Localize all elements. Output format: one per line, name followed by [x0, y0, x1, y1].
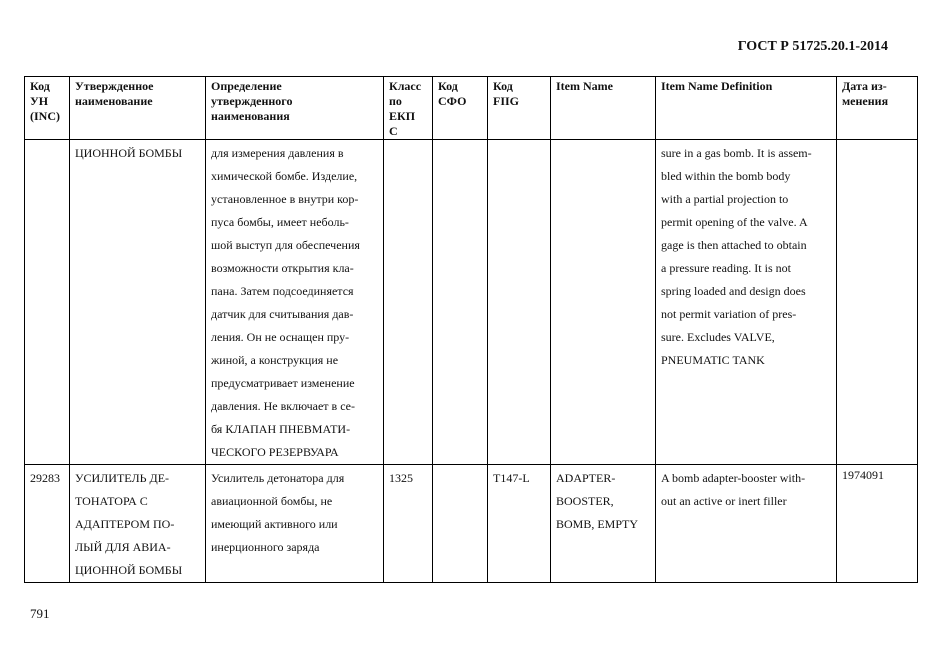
col-header-fiig: Код FIIG — [488, 77, 551, 140]
data-table — [24, 76, 918, 583]
table-row — [25, 140, 918, 465]
header-row — [25, 77, 918, 140]
col-header-date: Дата из- менения — [837, 77, 918, 140]
cell-definition: Усилитель детонатора для авиационной бомбы, не имеющий активного или инерционного заряда — [206, 465, 384, 583]
cell-item-name — [551, 140, 656, 465]
col-header-class: Класс по ЕКП С — [384, 77, 433, 140]
cell-approved-name: УСИЛИТЕЛЬ ДЕ- ТОНАТОРА С АДАПТЕРОМ ПО- ЛЫЙ ДЛЯ АВИА- ЦИОННОЙ БОМБЫ — [70, 465, 206, 583]
cell-item-definition: A bomb adapter-booster with- out an active or inert filler — [656, 465, 837, 583]
cell-date — [837, 140, 918, 465]
col-header-approved-name: Утвержденное наименование — [70, 77, 206, 140]
standard-number: ГОСТ Р 51725.20.1-2014 — [737, 39, 888, 54]
cell-item-definition: sure in a gas bomb. It is assem- bled within the bomb body with a partial projection to permit opening of the valve. A gage is then attached to obtain a pressure reading. It is not spring loaded and design does not permit variation of pres- sure. Excludes VALVE, PNEUMATIC TANK — [656, 140, 837, 465]
cell-class — [384, 140, 433, 465]
cell-fiig: T147-L — [488, 465, 551, 583]
cell-sfo — [433, 140, 488, 465]
page-number: 791 — [30, 606, 50, 621]
col-header-item-definition: Item Name Definition — [656, 77, 837, 140]
col-header-item-name: Item Name — [551, 77, 656, 140]
cell-definition: для измерения давления в химической бомбе. Изделие, установленное в внутри кор- пуса бомбы, имеет неболь- шой выступ для обеспечения возможности открытия кла- пана. Затем подсоединяется датчик для считывания дав- ления. Он не оснащен пру- жиной, а конструкция не предусматривает изменение давления. Не включает в се- бя КЛАПАН ПНЕВМАТИ- ЧЕСКОГО РЕЗЕРВУАРА — [206, 140, 384, 465]
col-header-inc: Код УН (INC) — [25, 77, 70, 140]
cell-date: 1974091 — [837, 465, 918, 583]
cell-sfo — [433, 465, 488, 583]
cell-inc: 29283 — [25, 465, 70, 583]
table-row — [25, 465, 918, 583]
cell-approved-name: ЦИОННОЙ БОМБЫ — [70, 140, 206, 465]
cell-class: 1325 — [384, 465, 433, 583]
col-header-sfo: Код СФО — [433, 77, 488, 140]
col-header-definition: Определение утвержденного наименования — [206, 77, 384, 140]
cell-item-name: ADAPTER- BOOSTER, BOMB, EMPTY — [551, 465, 656, 583]
cell-inc — [25, 140, 70, 465]
cell-fiig — [488, 140, 551, 465]
